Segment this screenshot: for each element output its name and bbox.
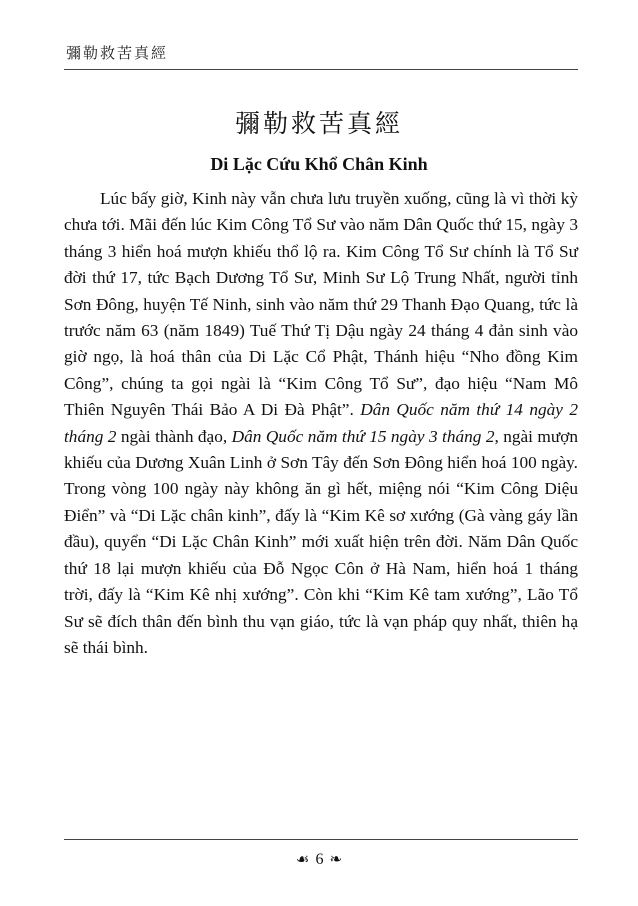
footer-divider	[64, 839, 578, 840]
body-text-italic-segment: Dân Quốc năm thứ 15 ngày 3 tháng 2,	[231, 426, 499, 446]
page-number: 6	[315, 851, 324, 868]
chapter-title-chinese: 彌勒救苦真經	[234, 109, 403, 138]
body-text-segment: ngài thành đạo,	[116, 426, 232, 446]
page-footer	[0, 850, 638, 869]
running-header-title: 彌勒救苦真經	[66, 44, 169, 62]
floral-ornament-left-icon: ☙	[295, 850, 310, 868]
body-text-segment: ngài mượn khiếu của Dương Xuân Linh ở Sơn Tây đến Sơn Đông hiển hoá 100 ngày. Trong vòng 100 ngày này không ăn gì hết, miệng nói “Kim Công Diệu Điển” và “Di Lặc chân kinh”, đấy là “Kim Kê sơ xướng (Gà vàng gáy lần đầu), quyển “Di Lặc Chân Kinh” mới xuất hiện trên đời. Năm Dân Quốc thứ 18 lại mượn khiếu của Đỗ Ngọc Côn ở Hà Nam, hiển hoá 1 tháng trời, đấy là “Kim Kê nhị xướng”. Còn khi “Kim Kê tam xướng”, Lão Tổ Sư sẽ đích thân đến bình thu vạn giáo, tức là vạn pháp quy nhất, thiên hạ sẽ thái bình.	[64, 426, 578, 657]
floral-ornament-right-icon: ❧	[329, 850, 343, 868]
body-paragraph	[64, 186, 578, 661]
header-divider	[64, 69, 578, 70]
body-text-italic-segment: Dân Quốc năm thứ 14 ngày 2 tháng 2	[64, 400, 578, 446]
body-text-segment: Lúc bấy giờ, Kinh này vẫn chưa lưu truyền xuống, cũng là vì thời kỳ chưa tới. Mãi đến lúc Kim Công Tổ Sư vào năm Dân Quốc thứ 15, ngày 3 tháng 3 hiển hoá mượn khiếu thổ lộ ra. Kim Công Tổ Sư chính là Tổ Sư đời thứ 17, tức Bạch Dương Tổ Sư, Minh Sư Lộ Trung Nhất, người tỉnh Sơn Đông, huyện Tế Ninh, sinh vào năm thứ 29 Thanh Đạo Quang, tức là trước năm 63 (năm 1849) Tuế Thứ Tị Dậu ngày 24 tháng 4 đản sinh vào giờ ngọ, là hoá thân của Di Lặc Cổ Phật, Thánh hiệu “Nho đồng Kim Công”, chúng ta gọi ngài là “Kim Công Tổ Sư”, đạo hiệu “Nam Mô Thiên Nguyên Thái Bảo A Di Đà Phật”.	[64, 189, 578, 420]
chapter-title-vietnamese: Di Lặc Cứu Khổ Chân Kinh	[210, 154, 428, 174]
